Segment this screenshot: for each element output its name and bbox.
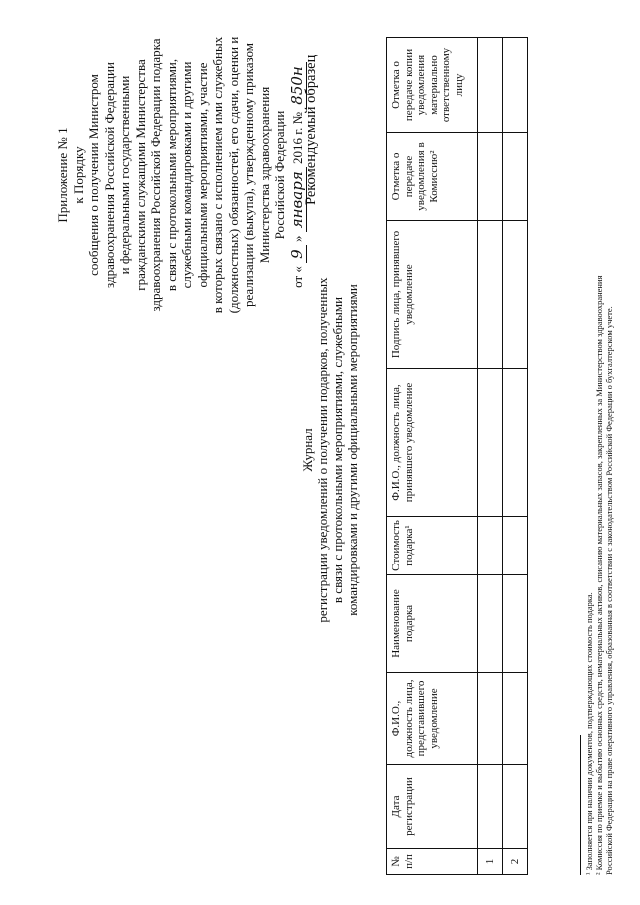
table-cell bbox=[478, 575, 503, 673]
table-cell bbox=[503, 369, 528, 517]
handwritten-order-number: 850н bbox=[288, 62, 307, 109]
appendix-line: Приложение № 1 bbox=[55, 127, 70, 223]
footnote: ¹ Заполняется при наличии документов, подтверждающих стоимость подарка. bbox=[584, 592, 594, 875]
table-row bbox=[503, 38, 528, 875]
table-cell bbox=[478, 765, 503, 849]
footnote: Российской Федерации на праве оперативного управления, образованная в соответствии с законодательством Российской Федерации о бухгалтерском учете. bbox=[604, 306, 614, 875]
table-header-row bbox=[387, 38, 478, 875]
column-header: Отметка о передаче копии уведомления материально ответственному лицу bbox=[387, 38, 478, 133]
journal-heading bbox=[300, 225, 360, 675]
table-cell bbox=[503, 517, 528, 575]
recommended-sample-label: Рекомендуемый образец bbox=[303, 54, 319, 205]
journal-subtitle-line: регистрации уведомлений о получении подарков, полученных bbox=[315, 277, 330, 623]
table-cell bbox=[478, 517, 503, 575]
table-cell bbox=[478, 673, 503, 765]
table-row bbox=[478, 38, 503, 875]
column-header: Ф.И.О., должность лица, представившего уведомление bbox=[387, 673, 478, 765]
handwritten-month: января bbox=[288, 167, 307, 232]
appendix-line: Российской Федерации bbox=[272, 110, 287, 240]
table-cell bbox=[503, 673, 528, 765]
row-number: 2 bbox=[503, 849, 528, 875]
date-mid: » bbox=[289, 235, 305, 243]
row-number: 1 bbox=[478, 849, 503, 875]
column-header: Наименование подарка bbox=[387, 575, 478, 673]
date-prefix: от « bbox=[289, 266, 305, 288]
footnotes bbox=[584, 45, 614, 875]
journal-title: Журнал bbox=[300, 428, 315, 472]
footnote-divider bbox=[580, 735, 581, 875]
appendix-block bbox=[55, 25, 305, 325]
appendix-line: и федеральными государственными bbox=[117, 75, 132, 275]
appendix-line: к Порядку bbox=[70, 146, 86, 204]
column-header: Дата регистрации bbox=[387, 765, 478, 849]
appendix-line: реализации (выкупа), утвержденному приказом bbox=[241, 42, 256, 308]
table-cell bbox=[478, 221, 503, 369]
appendix-line: служебными командировками и другими bbox=[179, 61, 194, 289]
appendix-line: здравоохранения Российской Федерации подарка bbox=[148, 38, 163, 312]
footnote: ² Комиссия по приемке и выбытию основных средств, нематериальных активов, списанию материальных запасов, закрепленных за Министерством здравоохранения bbox=[594, 275, 604, 875]
table-cell bbox=[503, 575, 528, 673]
table-cell bbox=[478, 133, 503, 221]
appendix-line: здравоохранения Российской Федерации bbox=[101, 62, 117, 288]
registration-table bbox=[386, 37, 528, 875]
handwritten-day: 9 bbox=[288, 245, 307, 263]
journal-subtitle-line: командировками и другими официальными мероприятиями bbox=[345, 284, 360, 616]
column-header: Отметка о передаче уведомления в Комиссию² bbox=[387, 133, 478, 221]
table-cell bbox=[503, 38, 528, 133]
column-header: Ф.И.О., должность лица, принявшего уведомление bbox=[387, 369, 478, 517]
column-header: Стоимость подарка¹ bbox=[387, 517, 478, 575]
appendix-line: в связи с протокольными мероприятиями, bbox=[163, 58, 179, 292]
column-header: № п/п bbox=[387, 849, 478, 875]
appendix-line: Министерства здравоохранения bbox=[256, 86, 272, 264]
column-header: Подпись лица, принявшего уведомление bbox=[387, 221, 478, 369]
table-cell bbox=[503, 133, 528, 221]
appendix-line: (должностных) обязанностей, его сдачи, оценки и bbox=[225, 36, 241, 314]
appendix-line: сообщения о получении Министром bbox=[86, 74, 101, 276]
appendix-line: официальными мероприятиями, участие bbox=[194, 62, 210, 288]
appendix-line: в которых связано с исполнением ими служебных bbox=[210, 36, 225, 314]
journal-subtitle-line: в связи с протокольными мероприятиями, служебными bbox=[330, 296, 345, 604]
appendix-line: гражданскими служащими Министерства bbox=[132, 59, 148, 291]
table-cell bbox=[503, 765, 528, 849]
table-cell bbox=[478, 369, 503, 517]
date-year: 2016 г. № bbox=[289, 111, 305, 164]
table-cell bbox=[478, 38, 503, 133]
table-cell bbox=[503, 221, 528, 369]
